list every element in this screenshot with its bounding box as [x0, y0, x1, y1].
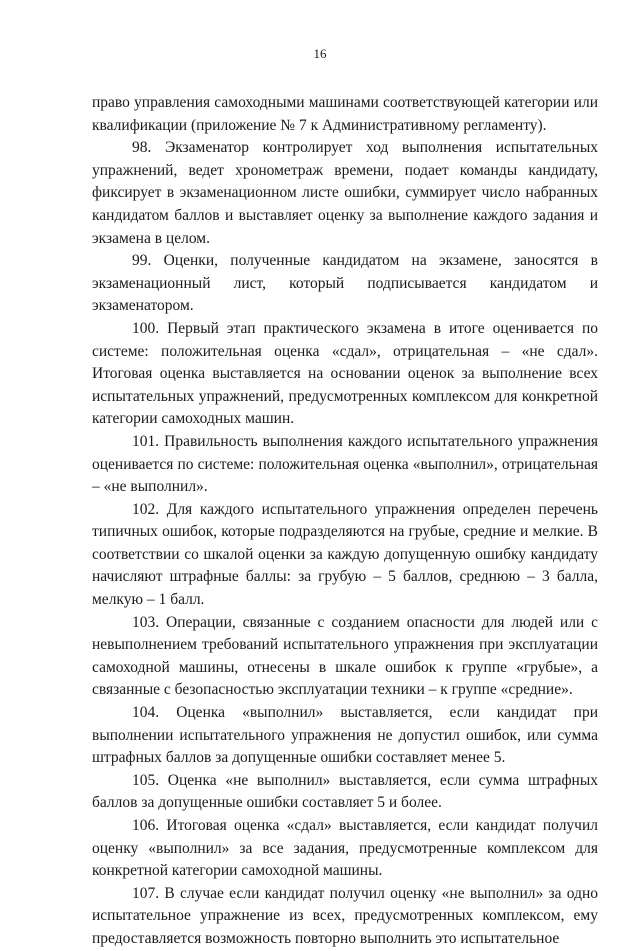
page-body — [92, 92, 598, 951]
paragraph-100: 100. Первый этап практического экзамена в итоге оценивается по системе: положительная оценка «сдал», отрицательная – «не сдал». Итоговая оценка выставляется на основании оценок за выполнение всех испытательных упражнений, предусмотренных комплексом для конкретной категории самоходных машин. — [92, 319, 598, 428]
paragraph-99: 99. Оценки, полученные кандидатом на экзамене, заносятся в экзаменационный лист, который подписывается кандидатом и экзаменатором. — [92, 252, 598, 315]
paragraph-107: 107. В случае если кандидат получил оценку «не выполнил» за одно испытательное упражнение из всех, предусмотренных комплексом, ему предоставляется возможность повторно выполнить это испытательное — [92, 884, 598, 947]
page-number: 16 — [313, 46, 327, 61]
paragraph-102: 102. Для каждого испытательного упражнения определен перечень типичных ошибок, которые подразделяются на грубые, средние и мелкие. В соответствии со шкалой оценки за каждую допущенную ошибку кандидату начисляют штрафные баллы: за грубую – 5 баллов, среднюю – 3 балла, мелкую – 1 балл. — [92, 500, 598, 609]
paragraph-105: 105. Оценка «не выполнил» выставляется, если сумма штрафных баллов за допущенные ошибки составляет 5 и более. — [92, 771, 598, 812]
paragraph-103: 103. Операции, связанные с созданием опасности для людей или с невыполнением требований испытательного упражнения при эксплуатации самоходной машины, отнесены в шкале ошибок к группе «грубые», а связанные с безопасностью эксплуатации техники – к группе «средние». — [92, 613, 598, 699]
paragraph-104: 104. Оценка «выполнил» выставляется, если кандидат при выполнении испытательного упражнения не допустил ошибок, или сумма штрафных баллов за допущенные ошибки составляет менее 5. — [92, 704, 598, 767]
paragraph-106: 106. Итоговая оценка «сдал» выставляется, если кандидат получил оценку «выполнил» за все задания, предусмотренные комплексом для конкретной категории самоходной машины. — [92, 817, 598, 880]
paragraph-98: 98. Экзаменатор контролирует ход выполнения испытательных упражнений, ведет хронометраж времени, подает команды кандидату, фиксирует в экзаменационном листе ошибки, суммирует число набранных кандидатом баллов и выставляет оценку за выполнение каждого задания и экзамена в целом. — [92, 139, 598, 247]
paragraph-continuation: право управления самоходными машинами соответствующей категории или квалификации (приложение № 7 к Административному регламенту). — [92, 94, 598, 134]
paragraph-101: 101. Правильность выполнения каждого испытательного упражнения оценивается по системе: положительная оценка «выполнил», отрицательная – «не выполнил». — [92, 432, 598, 496]
